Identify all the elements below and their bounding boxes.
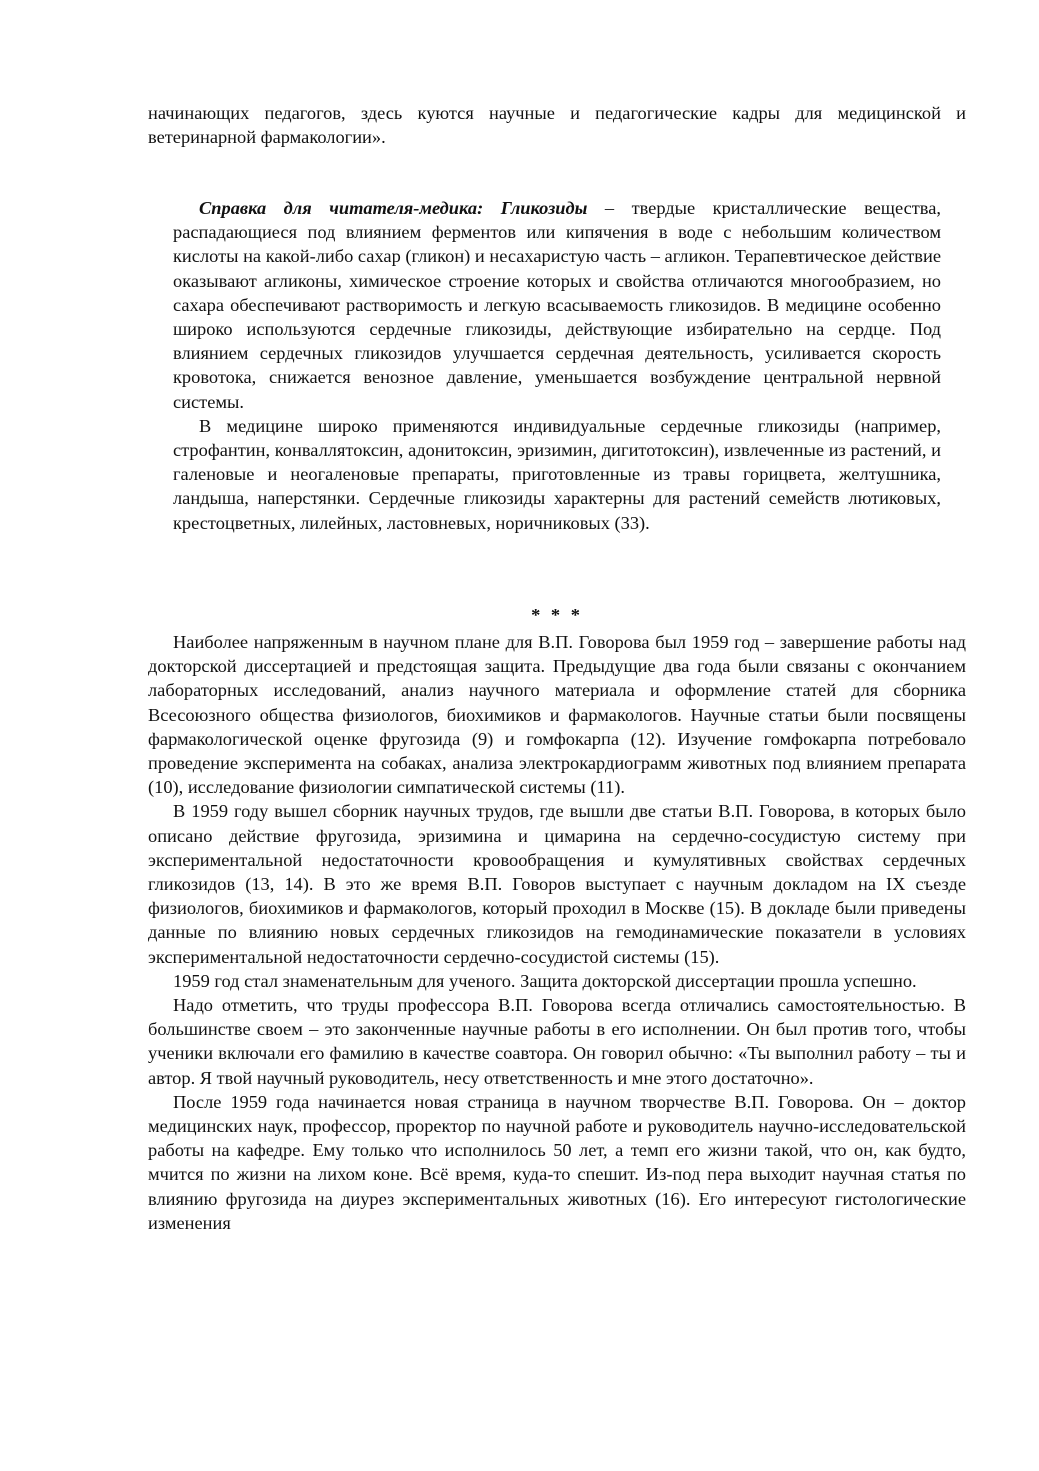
opening-paragraph-block [148, 101, 966, 149]
body-paragraph-5: После 1959 года начинается новая страница в научном творчестве В.П. Говорова. Он – доктор медицинских наук, профессор, проректор по научной работе и руководитель научно-исследовательской работы на кафедре. Ему только что исполнилось 50 лет, а темп его жизни такой, что он, как будто, мчится по жизни на лихом коне. Всё время, куда-то спешит. Из-под пера выходит научная статья по влиянию фругозида на диурез экспериментальных животных (16). Его интересуют гистологические изменения [148, 1091, 966, 1233]
body-paragraph-2: В 1959 году вышел сборник научных трудов, где вышли две статьи В.П. Говорова, в которых было описано действие фругозида, эризимина и цимарина на сердечно-сосудистую систему при экспериментальной недостаточности кровообращения и кумулятивных свойствах сердечных гликозидов (13, 14). В это же время В.П. Говоров выступает с научным докладом на IX съезде физиологов, биохимиков и фармакологов, который проходил в Москве (15). В докладе были приведены данные по влиянию новых сердечных гликозидов на гемодинамические показатели в условиях экспериментальной недостаточности сердечно-сосудистой системы (15). [148, 801, 966, 967]
reference-note [173, 196, 941, 535]
note-paragraph-2: В медицине широко применяются индивидуальные сердечные гликозиды (например, строфантин, конваллятоксин, адонитоксин, эризимин, дигитотоксин), извлеченные из растений, и галеновые и неогаленовые препараты, приготовленные из травы горицвета, желтушника, ландыша, наперстянки. Сердечные гликозиды характерны для растений семейств лютиковых, крестоцветных, лилейных, ластовневых, норичниковых (33). [173, 415, 941, 533]
section-separator: * * * [531, 605, 583, 625]
opening-paragraph: начинающих педагогов, здесь куются научные и педагогические кадры для медицинской и ветеринарной фармакологии». [148, 103, 966, 148]
note-lead: Справка для читателя-медика: Гликозиды [199, 198, 588, 218]
body-paragraph-3: 1959 год стал знаменательным для ученого. Защита докторской диссертации прошла успешно. [173, 970, 917, 991]
body-paragraph-4: Надо отметить, что труды профессора В.П. Говорова всегда отличались самостоятельностью. В большинстве своем – это законченные научные работы в его исполнении. Он был против того, чтобы ученики включали его фамилию в качестве соавтора. Он говорил обычно: «Ты выполнил работу – ты и автор. Я твой научный руководитель, несу ответственность и мне этого достаточно». [148, 995, 966, 1088]
note-paragraph-1-text: – твердые кристаллические вещества, распадающиеся под влиянием ферментов или кипячения в воде с небольшим количеством кислоты на какой-либо сахар (гликон) и несахаристую часть – агликон. Терапевтическое действие оказывают агликоны, химическое строение которых и свойства отличаются многообразием, но сахара обеспечивают растворимость и легкую всасываемость гликозидов. В медицине особенно широко используются сердечные гликозиды, действующие избирательно на сердце. Под влиянием сердечных гликозидов улучшается сердечная деятельность, усиливается скорость кровотока, снижается венозное давление, уменьшается возбуждение центральной нервной системы. [173, 198, 941, 412]
note-paragraph-1 [173, 196, 941, 414]
body-text [148, 630, 966, 1235]
body-paragraph-1: Наиболее напряженным в научном плане для В.П. Говорова был 1959 год – завершение работы над докторской диссертацией и предстоящая защита. Предыдущие два года были связаны с окончанием лабораторных исследований, анализ научного материала и оформление статей для сборника Всесоюзного общества физиологов, биохимиков и фармакологов. Научные статьи были посвящены фармакологической оценке фругозида (9) и гомфокарпа (12). Изучение гомфокарпа потребовало проведение эксперимента на собаках, анализа электрокардиограмм животных под влиянием препарата (10), исследование физиологии симпатической системы (11). [148, 632, 966, 798]
